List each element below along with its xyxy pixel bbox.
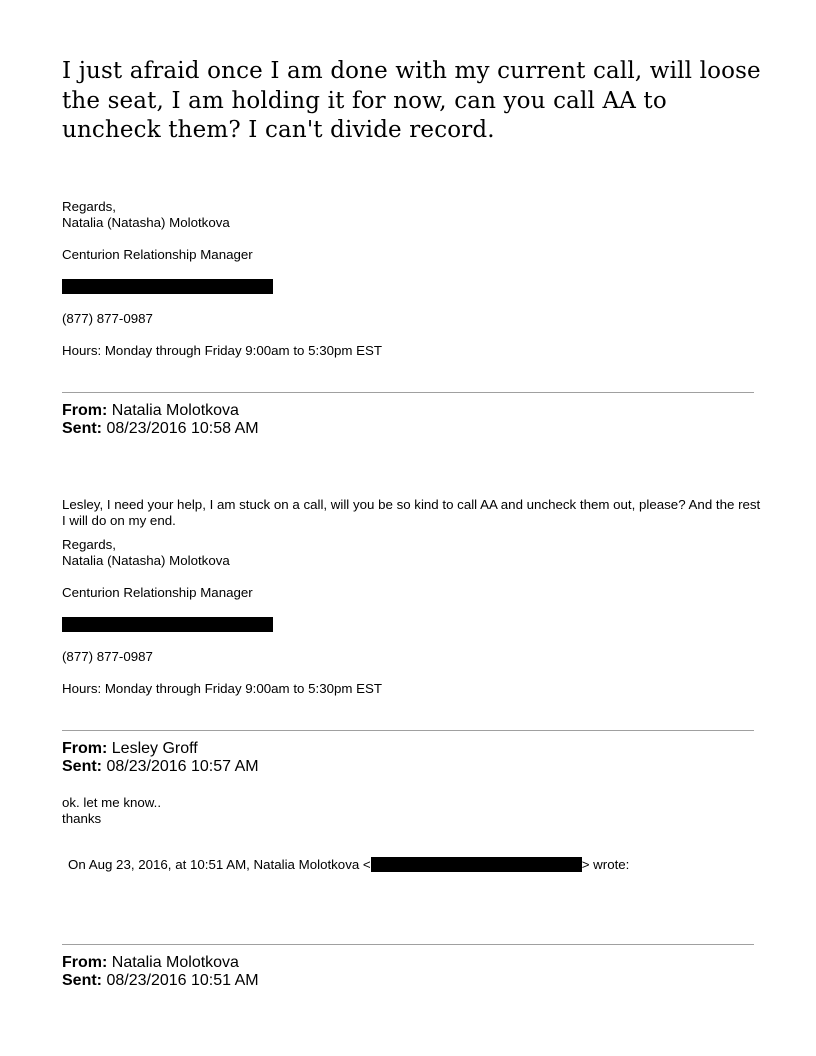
sent-label: Sent: [62, 972, 102, 989]
redaction-bar [371, 857, 582, 872]
email-from-line [62, 402, 239, 420]
signature-regards: Regards, [62, 199, 116, 214]
email-body: Lesley, I need your help, I am stuck on a call, will you be so kind to call AA and uncheck them out, please? And the rest I will do on my end. [62, 497, 761, 528]
email-sent-line [62, 972, 259, 990]
signature-title: Centurion Relationship Manager [62, 247, 253, 262]
signature-name: Natalia (Natasha) Molotkova [62, 553, 230, 568]
divider [62, 730, 754, 731]
opening-message: I just afraid once I am done with my current call, will loose the seat, I am holding it for now, can you call AA to uncheck them? I can't divide record. [62, 58, 761, 143]
divider [62, 944, 754, 945]
redaction-bar [62, 279, 273, 294]
from-label: From: [62, 954, 108, 971]
signature-name: Natalia (Natasha) Molotkova [62, 215, 230, 230]
divider [62, 392, 754, 393]
sent-value: 08/23/2016 10:51 AM [106, 972, 259, 989]
redaction-bar [62, 617, 273, 632]
quoted-header-suffix: > wrote: [581, 857, 630, 872]
signature-hours: Hours: Monday through Friday 9:00am to 5:30pm EST [62, 681, 383, 696]
from-value: Natalia Molotkova [111, 954, 239, 971]
from-value: Lesley Groff [111, 740, 198, 757]
sent-value: 08/23/2016 10:57 AM [106, 758, 259, 775]
from-value: Natalia Molotkova [111, 402, 239, 419]
signature-title: Centurion Relationship Manager [62, 585, 253, 600]
from-label: From: [62, 740, 108, 757]
email-from-line [62, 954, 239, 972]
sent-label: Sent: [62, 420, 102, 437]
email-sent-line [62, 758, 259, 776]
email-body-line: thanks [62, 811, 102, 826]
email-from-line [62, 740, 198, 758]
quoted-header-prefix: On Aug 23, 2016, at 10:51 AM, Natalia Molotkova < [68, 857, 371, 872]
email-body-line: ok. let me know.. [62, 795, 162, 810]
from-label: From: [62, 402, 108, 419]
quoted-header [68, 857, 629, 873]
signature-phone: (877) 877-0987 [62, 649, 153, 664]
signature-regards: Regards, [62, 537, 116, 552]
signature-hours: Hours: Monday through Friday 9:00am to 5:30pm EST [62, 343, 383, 358]
sent-label: Sent: [62, 758, 102, 775]
email-sent-line [62, 420, 259, 438]
signature-phone: (877) 877-0987 [62, 311, 153, 326]
sent-value: 08/23/2016 10:58 AM [106, 420, 259, 437]
